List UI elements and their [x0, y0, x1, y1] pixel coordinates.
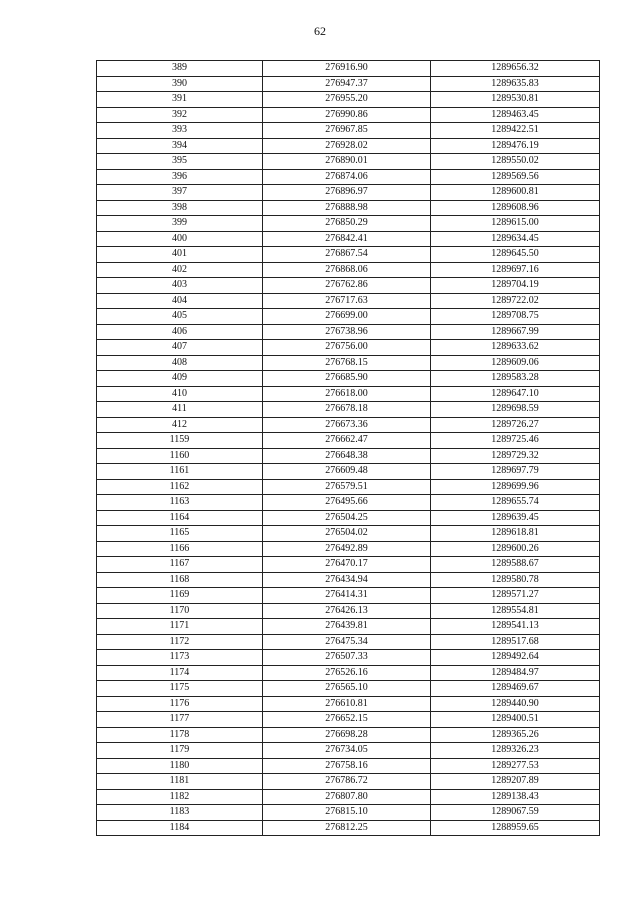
x-coordinate-cell: 276815.10 [263, 805, 431, 821]
point-number-cell: 1174 [97, 665, 263, 681]
y-coordinate-cell: 1289365.26 [431, 727, 600, 743]
table-row [97, 386, 600, 402]
point-number-cell: 1161 [97, 464, 263, 480]
y-coordinate-cell: 1289067.59 [431, 805, 600, 821]
table-row [97, 510, 600, 526]
x-coordinate-cell: 276916.90 [263, 61, 431, 77]
table-row [97, 495, 600, 511]
table-row [97, 138, 600, 154]
y-coordinate-cell: 1289554.81 [431, 603, 600, 619]
y-coordinate-cell: 1289633.62 [431, 340, 600, 356]
point-number-cell: 1171 [97, 619, 263, 635]
x-coordinate-cell: 276475.34 [263, 634, 431, 650]
y-coordinate-cell: 1289647.10 [431, 386, 600, 402]
y-coordinate-cell: 1289484.97 [431, 665, 600, 681]
y-coordinate-cell: 1289667.99 [431, 324, 600, 340]
y-coordinate-cell: 1289704.19 [431, 278, 600, 294]
y-coordinate-cell: 1289600.26 [431, 541, 600, 557]
table-row [97, 774, 600, 790]
x-coordinate-cell: 276507.33 [263, 650, 431, 666]
point-number-cell: 1160 [97, 448, 263, 464]
point-number-cell: 389 [97, 61, 263, 77]
point-number-cell: 1165 [97, 526, 263, 542]
point-number-cell: 392 [97, 107, 263, 123]
x-coordinate-cell: 276685.90 [263, 371, 431, 387]
y-coordinate-cell: 1289569.56 [431, 169, 600, 185]
table-row [97, 557, 600, 573]
table-row [97, 324, 600, 340]
point-number-cell: 1175 [97, 681, 263, 697]
x-coordinate-cell: 276470.17 [263, 557, 431, 573]
x-coordinate-cell: 276698.28 [263, 727, 431, 743]
table-row [97, 340, 600, 356]
point-number-cell: 405 [97, 309, 263, 325]
x-coordinate-cell: 276812.25 [263, 820, 431, 836]
x-coordinate-cell: 276874.06 [263, 169, 431, 185]
y-coordinate-cell: 1289550.02 [431, 154, 600, 170]
y-coordinate-cell: 1289608.96 [431, 200, 600, 216]
y-coordinate-cell: 1289698.59 [431, 402, 600, 418]
point-number-cell: 407 [97, 340, 263, 356]
point-number-cell: 1164 [97, 510, 263, 526]
point-number-cell: 397 [97, 185, 263, 201]
x-coordinate-cell: 276426.13 [263, 603, 431, 619]
table-row [97, 448, 600, 464]
table-row [97, 107, 600, 123]
y-coordinate-cell: 1289207.89 [431, 774, 600, 790]
table-row [97, 743, 600, 759]
table-row [97, 758, 600, 774]
y-coordinate-cell: 1289609.06 [431, 355, 600, 371]
x-coordinate-cell: 276662.47 [263, 433, 431, 449]
table-row [97, 541, 600, 557]
table-row [97, 123, 600, 139]
point-number-cell: 1173 [97, 650, 263, 666]
y-coordinate-cell: 1289600.81 [431, 185, 600, 201]
table-row [97, 464, 600, 480]
point-number-cell: 408 [97, 355, 263, 371]
table-row [97, 355, 600, 371]
point-number-cell: 394 [97, 138, 263, 154]
table-row [97, 76, 600, 92]
table-row [97, 820, 600, 836]
y-coordinate-cell: 1289422.51 [431, 123, 600, 139]
y-coordinate-cell: 1289618.81 [431, 526, 600, 542]
point-number-cell: 1159 [97, 433, 263, 449]
x-coordinate-cell: 276652.15 [263, 712, 431, 728]
table-row [97, 92, 600, 108]
x-coordinate-cell: 276504.02 [263, 526, 431, 542]
y-coordinate-cell: 1289277.53 [431, 758, 600, 774]
x-coordinate-cell: 276786.72 [263, 774, 431, 790]
coordinates-table [96, 60, 600, 836]
x-coordinate-cell: 276504.25 [263, 510, 431, 526]
point-number-cell: 404 [97, 293, 263, 309]
point-number-cell: 412 [97, 417, 263, 433]
x-coordinate-cell: 276439.81 [263, 619, 431, 635]
y-coordinate-cell: 1289722.02 [431, 293, 600, 309]
y-coordinate-cell: 1289726.27 [431, 417, 600, 433]
table-row [97, 278, 600, 294]
point-number-cell: 1184 [97, 820, 263, 836]
x-coordinate-cell: 276928.02 [263, 138, 431, 154]
x-coordinate-cell: 276618.00 [263, 386, 431, 402]
table-row [97, 696, 600, 712]
x-coordinate-cell: 276738.96 [263, 324, 431, 340]
x-coordinate-cell: 276495.66 [263, 495, 431, 511]
y-coordinate-cell: 1289725.46 [431, 433, 600, 449]
y-coordinate-cell: 1289588.67 [431, 557, 600, 573]
y-coordinate-cell: 1289697.79 [431, 464, 600, 480]
point-number-cell: 403 [97, 278, 263, 294]
y-coordinate-cell: 1289326.23 [431, 743, 600, 759]
x-coordinate-cell: 276890.01 [263, 154, 431, 170]
y-coordinate-cell: 1289492.64 [431, 650, 600, 666]
y-coordinate-cell: 1289541.13 [431, 619, 600, 635]
y-coordinate-cell: 1289138.43 [431, 789, 600, 805]
point-number-cell: 1168 [97, 572, 263, 588]
table-row [97, 603, 600, 619]
y-coordinate-cell: 1289615.00 [431, 216, 600, 232]
x-coordinate-cell: 276868.06 [263, 262, 431, 278]
y-coordinate-cell: 1289634.45 [431, 231, 600, 247]
x-coordinate-cell: 276967.85 [263, 123, 431, 139]
table-row [97, 169, 600, 185]
y-coordinate-cell: 1289530.81 [431, 92, 600, 108]
x-coordinate-cell: 276888.98 [263, 200, 431, 216]
point-number-cell: 1180 [97, 758, 263, 774]
table-row [97, 402, 600, 418]
x-coordinate-cell: 276756.00 [263, 340, 431, 356]
y-coordinate-cell: 1289400.51 [431, 712, 600, 728]
point-number-cell: 402 [97, 262, 263, 278]
x-coordinate-cell: 276768.15 [263, 355, 431, 371]
table-row [97, 789, 600, 805]
point-number-cell: 1162 [97, 479, 263, 495]
table-row [97, 526, 600, 542]
x-coordinate-cell: 276758.16 [263, 758, 431, 774]
point-number-cell: 398 [97, 200, 263, 216]
table-row [97, 293, 600, 309]
y-coordinate-cell: 1289699.96 [431, 479, 600, 495]
table-row [97, 805, 600, 821]
y-coordinate-cell: 1289697.16 [431, 262, 600, 278]
table-row [97, 479, 600, 495]
x-coordinate-cell: 276807.80 [263, 789, 431, 805]
x-coordinate-cell: 276414.31 [263, 588, 431, 604]
table-row [97, 665, 600, 681]
y-coordinate-cell: 1289635.83 [431, 76, 600, 92]
x-coordinate-cell: 276734.05 [263, 743, 431, 759]
point-number-cell: 395 [97, 154, 263, 170]
point-number-cell: 409 [97, 371, 263, 387]
table-row [97, 433, 600, 449]
x-coordinate-cell: 276434.94 [263, 572, 431, 588]
point-number-cell: 1178 [97, 727, 263, 743]
x-coordinate-cell: 276565.10 [263, 681, 431, 697]
x-coordinate-cell: 276896.97 [263, 185, 431, 201]
table-row [97, 588, 600, 604]
x-coordinate-cell: 276762.86 [263, 278, 431, 294]
point-number-cell: 1163 [97, 495, 263, 511]
table-row [97, 371, 600, 387]
page-number: 62 [314, 24, 326, 38]
table-row [97, 231, 600, 247]
x-coordinate-cell: 276492.89 [263, 541, 431, 557]
coordinates-table-body [97, 61, 600, 836]
point-number-cell: 1169 [97, 588, 263, 604]
y-coordinate-cell: 1289476.19 [431, 138, 600, 154]
point-number-cell: 1181 [97, 774, 263, 790]
y-coordinate-cell: 1288959.65 [431, 820, 600, 836]
point-number-cell: 1170 [97, 603, 263, 619]
table-row [97, 572, 600, 588]
x-coordinate-cell: 276648.38 [263, 448, 431, 464]
x-coordinate-cell: 276699.00 [263, 309, 431, 325]
y-coordinate-cell: 1289440.90 [431, 696, 600, 712]
table-row [97, 650, 600, 666]
point-number-cell: 1172 [97, 634, 263, 650]
point-number-cell: 1177 [97, 712, 263, 728]
x-coordinate-cell: 276526.16 [263, 665, 431, 681]
point-number-cell: 400 [97, 231, 263, 247]
table-row [97, 61, 600, 77]
x-coordinate-cell: 276842.41 [263, 231, 431, 247]
y-coordinate-cell: 1289639.45 [431, 510, 600, 526]
x-coordinate-cell: 276678.18 [263, 402, 431, 418]
y-coordinate-cell: 1289656.32 [431, 61, 600, 77]
table-row [97, 247, 600, 263]
table-row [97, 185, 600, 201]
y-coordinate-cell: 1289645.50 [431, 247, 600, 263]
y-coordinate-cell: 1289729.32 [431, 448, 600, 464]
point-number-cell: 1182 [97, 789, 263, 805]
y-coordinate-cell: 1289655.74 [431, 495, 600, 511]
x-coordinate-cell: 276850.29 [263, 216, 431, 232]
point-number-cell: 1176 [97, 696, 263, 712]
x-coordinate-cell: 276610.81 [263, 696, 431, 712]
point-number-cell: 411 [97, 402, 263, 418]
table-row [97, 200, 600, 216]
y-coordinate-cell: 1289580.78 [431, 572, 600, 588]
point-number-cell: 1183 [97, 805, 263, 821]
x-coordinate-cell: 276579.51 [263, 479, 431, 495]
table-row [97, 712, 600, 728]
table-row [97, 634, 600, 650]
table-row [97, 216, 600, 232]
point-number-cell: 1179 [97, 743, 263, 759]
table-row [97, 681, 600, 697]
y-coordinate-cell: 1289463.45 [431, 107, 600, 123]
x-coordinate-cell: 276990.86 [263, 107, 431, 123]
point-number-cell: 1166 [97, 541, 263, 557]
y-coordinate-cell: 1289517.68 [431, 634, 600, 650]
point-number-cell: 1167 [97, 557, 263, 573]
table-row [97, 619, 600, 635]
x-coordinate-cell: 276867.54 [263, 247, 431, 263]
x-coordinate-cell: 276673.36 [263, 417, 431, 433]
point-number-cell: 391 [97, 92, 263, 108]
point-number-cell: 393 [97, 123, 263, 139]
point-number-cell: 406 [97, 324, 263, 340]
table-row [97, 417, 600, 433]
point-number-cell: 410 [97, 386, 263, 402]
x-coordinate-cell: 276955.20 [263, 92, 431, 108]
point-number-cell: 396 [97, 169, 263, 185]
y-coordinate-cell: 1289708.75 [431, 309, 600, 325]
x-coordinate-cell: 276717.63 [263, 293, 431, 309]
table-row [97, 262, 600, 278]
y-coordinate-cell: 1289469.67 [431, 681, 600, 697]
table-row [97, 727, 600, 743]
x-coordinate-cell: 276947.37 [263, 76, 431, 92]
point-number-cell: 390 [97, 76, 263, 92]
y-coordinate-cell: 1289583.28 [431, 371, 600, 387]
point-number-cell: 399 [97, 216, 263, 232]
point-number-cell: 401 [97, 247, 263, 263]
y-coordinate-cell: 1289571.27 [431, 588, 600, 604]
x-coordinate-cell: 276609.48 [263, 464, 431, 480]
table-row [97, 154, 600, 170]
table-row [97, 309, 600, 325]
